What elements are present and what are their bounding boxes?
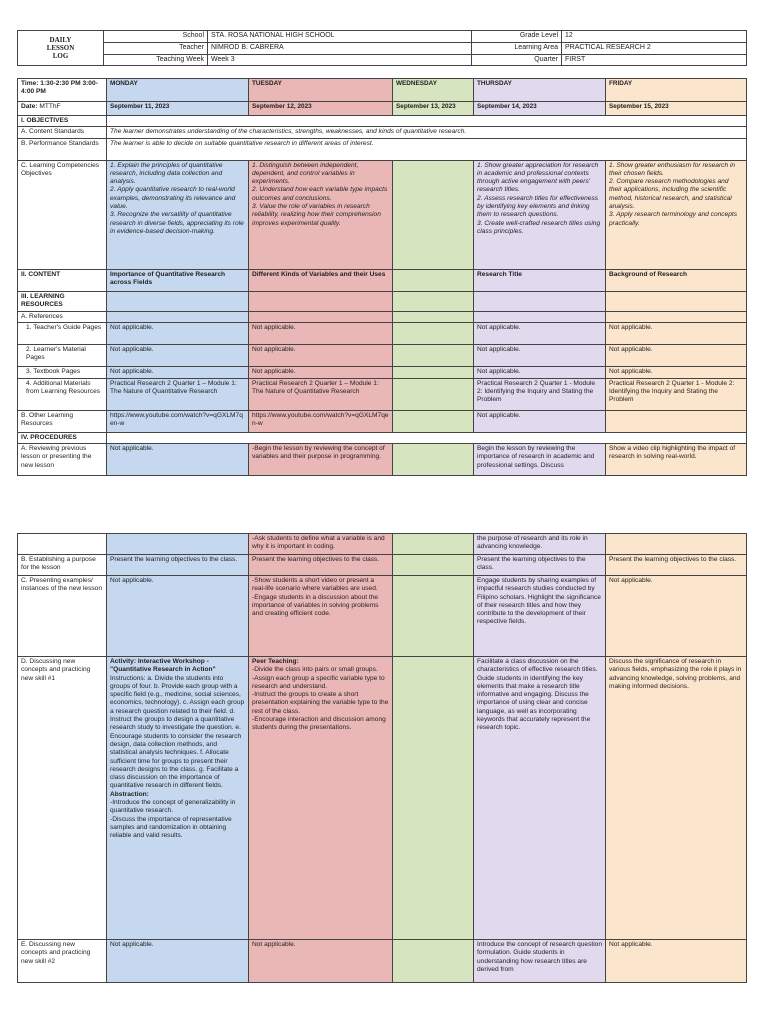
resources-friday: [606, 291, 747, 311]
proc-a-cont-wednesday: [393, 534, 474, 555]
objectives-label: I. OBJECTIVES: [18, 116, 107, 127]
other-resources-tuesday[interactable]: https://www.youtube.com/watch?v=qGXLM7qen-w: [249, 410, 393, 432]
proc-e-monday: Not applicable.: [107, 940, 249, 983]
grade-label: Grade Level: [472, 31, 562, 43]
lm-friday: Not applicable.: [606, 344, 747, 366]
proc-d-monday: [107, 657, 249, 940]
proc-e-label: E. Discussing new concepts and practicing new skill #2: [18, 940, 107, 983]
lm-thursday: Not applicable.: [474, 344, 606, 366]
quarter-label: Quarter: [472, 54, 562, 66]
proc-c-tuesday: -Show students a short video or present a real-life scenario where variables are used. -Engage students in a discussion about the importance of variables in solving problems and creating efficient code.: [249, 576, 393, 657]
teacher-value: NIMROD B. CABRERA: [208, 42, 472, 54]
additional-wednesday: [393, 378, 474, 410]
content-label: II. CONTENT: [18, 269, 107, 291]
date-tuesday: September 12, 2023: [249, 102, 393, 116]
other-resources-label: B. Other Learning Resources: [18, 410, 107, 432]
teacher-label: Teacher: [104, 42, 208, 54]
other-resources-wednesday: [393, 410, 474, 432]
content-thursday: Research Title: [474, 269, 606, 291]
tb-friday: Not applicable.: [606, 366, 747, 378]
proc-e-friday: Not applicable.: [606, 940, 747, 983]
date-label: [18, 102, 107, 116]
proc-a-cont-monday: [107, 534, 249, 555]
competencies-tuesday: 1. Distinguish between independent, dependent, and control variables in experiments. 2. Understand how each variable type impacts outcomes and conclusions. 3. Value the role of variables in research reliability, realizing how their comprehension improves experimental quality.: [249, 160, 393, 269]
school-value: STA. ROSA NATIONAL HIGH SCHOOL: [208, 31, 472, 43]
additional-tuesday: Practical Research 2 Quarter 1 – Module 1: The Nature of Quantitative Research: [249, 378, 393, 410]
competencies-label: C. Learning Competencies Objectives: [18, 160, 107, 269]
tg-monday: Not applicable.: [107, 322, 249, 344]
peer-teaching-body: -Divide the class into pairs or small groups. -Assign each group a specific variable type to research and understand. -Instruct the groups to create a short presentation explaining the variable type to the rest of the class. -Encourage interaction and discussion among students during the presentations.: [252, 666, 389, 732]
proc-a-wednesday: [393, 444, 474, 476]
dll-title: [18, 31, 104, 66]
proc-c-friday: Not applicable.: [606, 576, 747, 657]
grade-value: 12: [562, 31, 747, 43]
proc-d-thursday: Facilitate a class discussion on the characteristics of effective research titles. Guide students in identifying the key elements that make a research title informative and engaging. Discuss the importance of using clear and concise language, as well as incorporating keywords that accurately represent the research topic.: [474, 657, 606, 940]
proc-a-tuesday: -Begin the lesson by reviewing the concept of variables and their purpose in programming.: [249, 444, 393, 476]
proc-b-friday: Present the learning objectives to the class.: [606, 555, 747, 576]
week-label: Teaching Week: [104, 54, 208, 66]
other-resources-thursday: Not applicable.: [474, 410, 606, 432]
references-wednesday: [393, 311, 474, 322]
references-friday: [606, 311, 747, 322]
school-label: School: [104, 31, 208, 43]
lm-wednesday: [393, 344, 474, 366]
proc-a-thursday: Begin the lesson by reviewing the importance of research in academic and professional settings. Discuss: [474, 444, 606, 476]
competencies-wednesday: [393, 160, 474, 269]
lm-monday: Not applicable.: [107, 344, 249, 366]
performance-standards-value: The learner is able to decide on suitable quantitative research in different areas of interest.: [107, 138, 747, 160]
area-value: PRACTICAL RESEARCH 2: [562, 42, 747, 54]
content-tuesday: Different Kinds of Variables and their Uses: [249, 269, 393, 291]
content-standards-value: The learner demonstrates understanding of the characteristics, strengths, weaknesses, and kinds of quantitative research.: [107, 127, 747, 138]
proc-a-friday: Show a video clip highlighting the impact of research in solving real-world.: [606, 444, 747, 476]
tg-friday: Not applicable.: [606, 322, 747, 344]
additional-monday: Practical Research 2 Quarter 1 – Module 1: The Nature of Quantitative Research: [107, 378, 249, 410]
proc-c-monday: Not applicable.: [107, 576, 249, 657]
competencies-friday: 1. Show greater enthusiasm for research in their chosen fields. 2. Compare research methodologies and their applications, including the scientific method, historical research, and statistical analysis. 3. Apply research terminology and concepts practically.: [606, 160, 747, 269]
date-thursday: September 14, 2023: [474, 102, 606, 116]
lesson-table-page-2: [17, 533, 747, 983]
content-standards-label: A. Content Standards: [18, 127, 107, 138]
proc-e-thursday: Introduce the concept of research question formulation. Guide students in understanding how research titles are derived from: [474, 940, 606, 983]
proc-d-wednesday: [393, 657, 474, 940]
other-resources-friday: [606, 410, 747, 432]
other-resources-monday[interactable]: https://www.youtube.com/watch?v=qGXLM7qen-w: [107, 410, 249, 432]
objectives-empty: [107, 116, 747, 127]
proc-d-tuesday: [249, 657, 393, 940]
workshop-instructions: Instructions: a. Divide the students into groups of four. b. Provide each group with a specific field (e.g., medicine, social sciences, economics, technology). c. Assign each group a research question related to their field. d. Instruct the groups to design a quantitative research study to investigate the question. e. Encourage students to consider the research design, data collection methods, and statistical analysis techniques. f. Allocate sufficient time for groups to present their research designs to the class. g. Facilitate a class discussion on the importance of quantitative research in different fields.: [110, 674, 245, 790]
competencies-monday: 1. Explain the principles of quantitative research, including data collection and analysis. 2. Apply quantitative research to real-world examples, demonstrating its relevance and value. 3. Recognize the versatility of quantitative research in diverse fields, appreciating its role in evidence-based decision-making.: [107, 160, 249, 269]
day-thursday: THURSDAY: [474, 79, 606, 102]
date-label-text: Date:: [21, 103, 38, 110]
area-label: Learning Area: [472, 42, 562, 54]
proc-a-cont-thursday: the purpose of research and its role in advancing knowledge.: [474, 534, 606, 555]
proc-c-label: C. Presenting examples/ instances of the new lesson: [18, 576, 107, 657]
references-tuesday: [249, 311, 393, 322]
proc-a-cont-label: [18, 534, 107, 555]
performance-standards-label: B. Performance Standards: [18, 138, 107, 160]
resources-thursday: [474, 291, 606, 311]
tg-thursday: Not applicable.: [474, 322, 606, 344]
references-monday: [107, 311, 249, 322]
abstraction-title: Abstraction:: [110, 790, 149, 798]
proc-b-label: B. Establishing a purpose for the lesson: [18, 555, 107, 576]
date-days: MTThF: [39, 103, 61, 110]
procedures-label: IV. PROCEDURES: [18, 432, 107, 443]
content-friday: Background of Research: [606, 269, 747, 291]
tg-wednesday: [393, 322, 474, 344]
proc-b-tuesday: Present the learning objectives to the class.: [249, 555, 393, 576]
peer-teaching-title: Peer Teaching:: [252, 658, 299, 665]
proc-c-wednesday: [393, 576, 474, 657]
quarter-value: FIRST: [562, 54, 747, 66]
proc-b-monday: Present the learning objectives to the class.: [107, 555, 249, 576]
proc-c-thursday: Engage students by sharing examples of impactful research studies conducted by Filipino scholars. Highlight the significance of their research titles and how they contribute to the development of their respective fields.: [474, 576, 606, 657]
title-line-log: LOG: [52, 52, 69, 61]
tb-tuesday: Not applicable.: [249, 366, 393, 378]
procedures-empty: [107, 432, 747, 443]
proc-e-wednesday: [393, 940, 474, 983]
proc-a-monday: Not applicable.: [107, 444, 249, 476]
workshop-title: Activity: Interactive Workshop - "Quantitative Research in Action": [110, 658, 216, 674]
title-line-daily: DAILY: [49, 36, 72, 45]
abstraction-body: -Introduce the concept of generalizability in quantitative research. -Discuss the importance of representative samples and randomization in obtaining reliable and valid results.: [110, 799, 236, 840]
references-thursday: [474, 311, 606, 322]
day-friday: FRIDAY: [606, 79, 747, 102]
tb-label: 3. Textbook Pages: [18, 366, 107, 378]
date-monday: September 11, 2023: [107, 102, 249, 116]
resources-wednesday: [393, 291, 474, 311]
lm-tuesday: Not applicable.: [249, 344, 393, 366]
resources-tuesday: [249, 291, 393, 311]
tb-wednesday: [393, 366, 474, 378]
day-monday: MONDAY: [107, 79, 249, 102]
tg-label: 1. Teacher's Guide Pages: [18, 322, 107, 344]
header-table: [17, 30, 747, 66]
proc-a-cont-friday: [606, 534, 747, 555]
additional-friday: Practical Research 2 Quarter 1 - Module 2: Identifying the Inquiry and Stating the Problem: [606, 378, 747, 410]
tb-monday: Not applicable.: [107, 366, 249, 378]
tg-tuesday: Not applicable.: [249, 322, 393, 344]
proc-a-label: A. Reviewing previous lesson or presenting the new lesson: [18, 444, 107, 476]
date-wednesday: September 13, 2023: [393, 102, 474, 116]
content-monday: Importance of Quantitative Research across Fields: [107, 269, 249, 291]
tb-thursday: Not applicable.: [474, 366, 606, 378]
additional-label: 4. Additional Materials from Learning Resources: [18, 378, 107, 410]
date-friday: September 15, 2023: [606, 102, 747, 116]
lm-label: 2. Learner's Material Pages: [18, 344, 107, 366]
lesson-table-page-1: [17, 78, 747, 476]
additional-thursday: Practical Research 2 Quarter 1 - Module 2: Identifying the Inquiry and Stating the Problem: [474, 378, 606, 410]
day-wednesday: WEDNESDAY: [393, 79, 474, 102]
references-label: A. References: [18, 311, 107, 322]
proc-a-cont-tuesday: -Ask students to define what a variable is and why it is important in coding.: [249, 534, 393, 555]
content-wednesday: [393, 269, 474, 291]
week-value: Week 3: [208, 54, 472, 66]
proc-d-friday: Discuss the significance of research in various fields, emphasizing the role it plays in advancing knowledge, solving problems, and making informed decisions.: [606, 657, 747, 940]
day-tuesday: TUESDAY: [249, 79, 393, 102]
proc-d-label: D. Discussing new concepts and practicing new skill #1: [18, 657, 107, 940]
competencies-thursday: 1. Show greater appreciation for research in academic and professional contexts through active engagement with peers' research titles. 2. Assess research titles for effectiveness by identifying key elements and linking them to research questions. 3. Create well-crafted research titles using class principles.: [474, 160, 606, 269]
title-line-lesson: LESSON: [46, 44, 75, 53]
proc-b-thursday: Present the learning objectives to the class.: [474, 555, 606, 576]
resources-monday: [107, 291, 249, 311]
proc-e-tuesday: Not applicable.: [249, 940, 393, 983]
proc-b-wednesday: [393, 555, 474, 576]
resources-label: III. LEARNING RESOURCES: [18, 291, 107, 311]
time-label: Time: 1:30-2:30 PM 3:00-4:00 PM: [18, 79, 107, 102]
